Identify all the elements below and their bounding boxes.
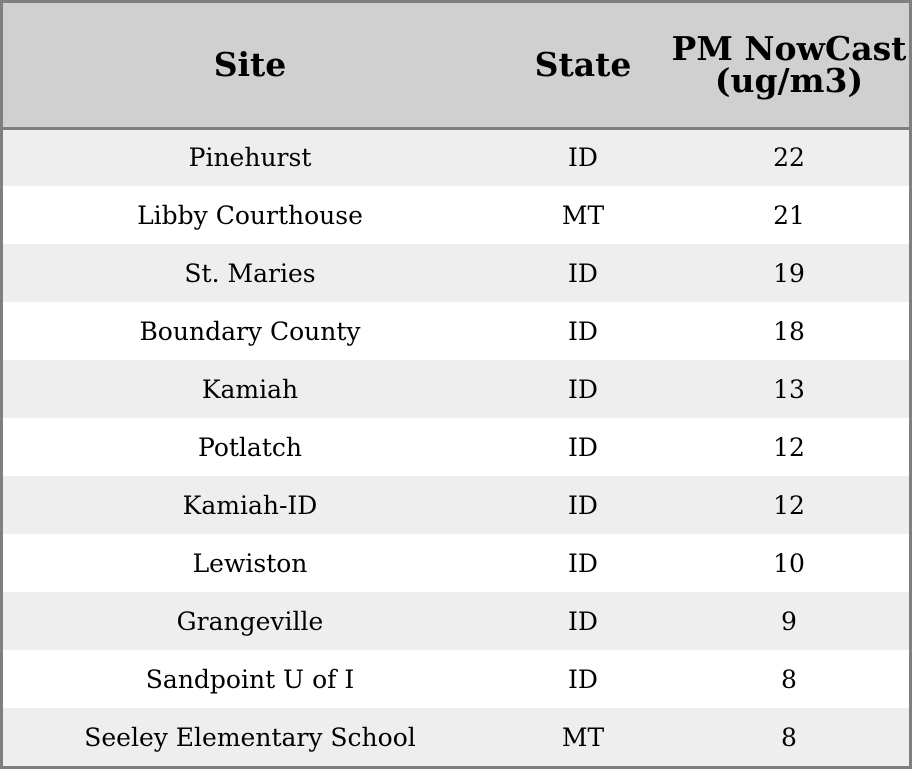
pm-value-cell: 21	[773, 200, 805, 230]
pm-value-cell: 12	[773, 490, 805, 520]
pm-value-cell: 22	[773, 143, 805, 173]
table-body	[3, 128, 909, 766]
pm-value-cell: 9	[781, 606, 797, 636]
state-cell: ID	[568, 143, 598, 173]
site-cell: Sandpoint U of I	[145, 664, 355, 694]
site-cell: Grangeville	[176, 606, 324, 636]
table-row	[3, 186, 909, 244]
pm-value-cell: 10	[773, 548, 805, 578]
column-header-pm-nowcast: PM NowCast (ug/m3)	[669, 3, 909, 128]
pm-value-cell: 18	[773, 316, 805, 346]
site-cell: Kamiah	[201, 374, 299, 404]
state-cell: ID	[568, 490, 598, 520]
state-cell: ID	[568, 548, 598, 578]
pm-value-cell: 19	[773, 258, 805, 288]
table-row	[3, 650, 909, 708]
state-cell: ID	[568, 316, 598, 346]
table-row	[3, 244, 909, 302]
header-row	[3, 3, 909, 128]
table-header	[3, 3, 909, 128]
site-cell: Potlatch	[198, 432, 302, 462]
site-cell: Seeley Elementary School	[84, 722, 416, 752]
pm-value-cell: 8	[781, 722, 797, 752]
state-cell: ID	[568, 258, 598, 288]
column-header-site: Site	[3, 3, 497, 128]
state-cell: ID	[568, 374, 598, 404]
pm-value-cell: 13	[773, 374, 805, 404]
pm-value-cell: 8	[781, 664, 797, 694]
state-cell: ID	[568, 664, 598, 694]
state-cell: ID	[568, 432, 598, 462]
table-row	[3, 418, 909, 476]
state-cell: ID	[568, 606, 598, 636]
table-row	[3, 534, 909, 592]
site-cell: Libby Courthouse	[137, 200, 363, 230]
site-cell: Pinehurst	[188, 143, 312, 173]
state-cell: MT	[561, 200, 605, 230]
site-cell: Boundary County	[139, 316, 361, 346]
state-cell: MT	[561, 722, 605, 752]
site-cell: Lewiston	[192, 548, 308, 578]
air-quality-table	[3, 3, 909, 766]
table-row	[3, 128, 909, 186]
table-row	[3, 592, 909, 650]
table-row	[3, 708, 909, 766]
column-header-state: State	[497, 3, 669, 128]
pm-value-cell: 12	[773, 432, 805, 462]
table-row	[3, 302, 909, 360]
site-cell: St. Maries	[184, 258, 316, 288]
table-row	[3, 476, 909, 534]
site-cell: Kamiah-ID	[182, 490, 318, 520]
table-row	[3, 360, 909, 418]
